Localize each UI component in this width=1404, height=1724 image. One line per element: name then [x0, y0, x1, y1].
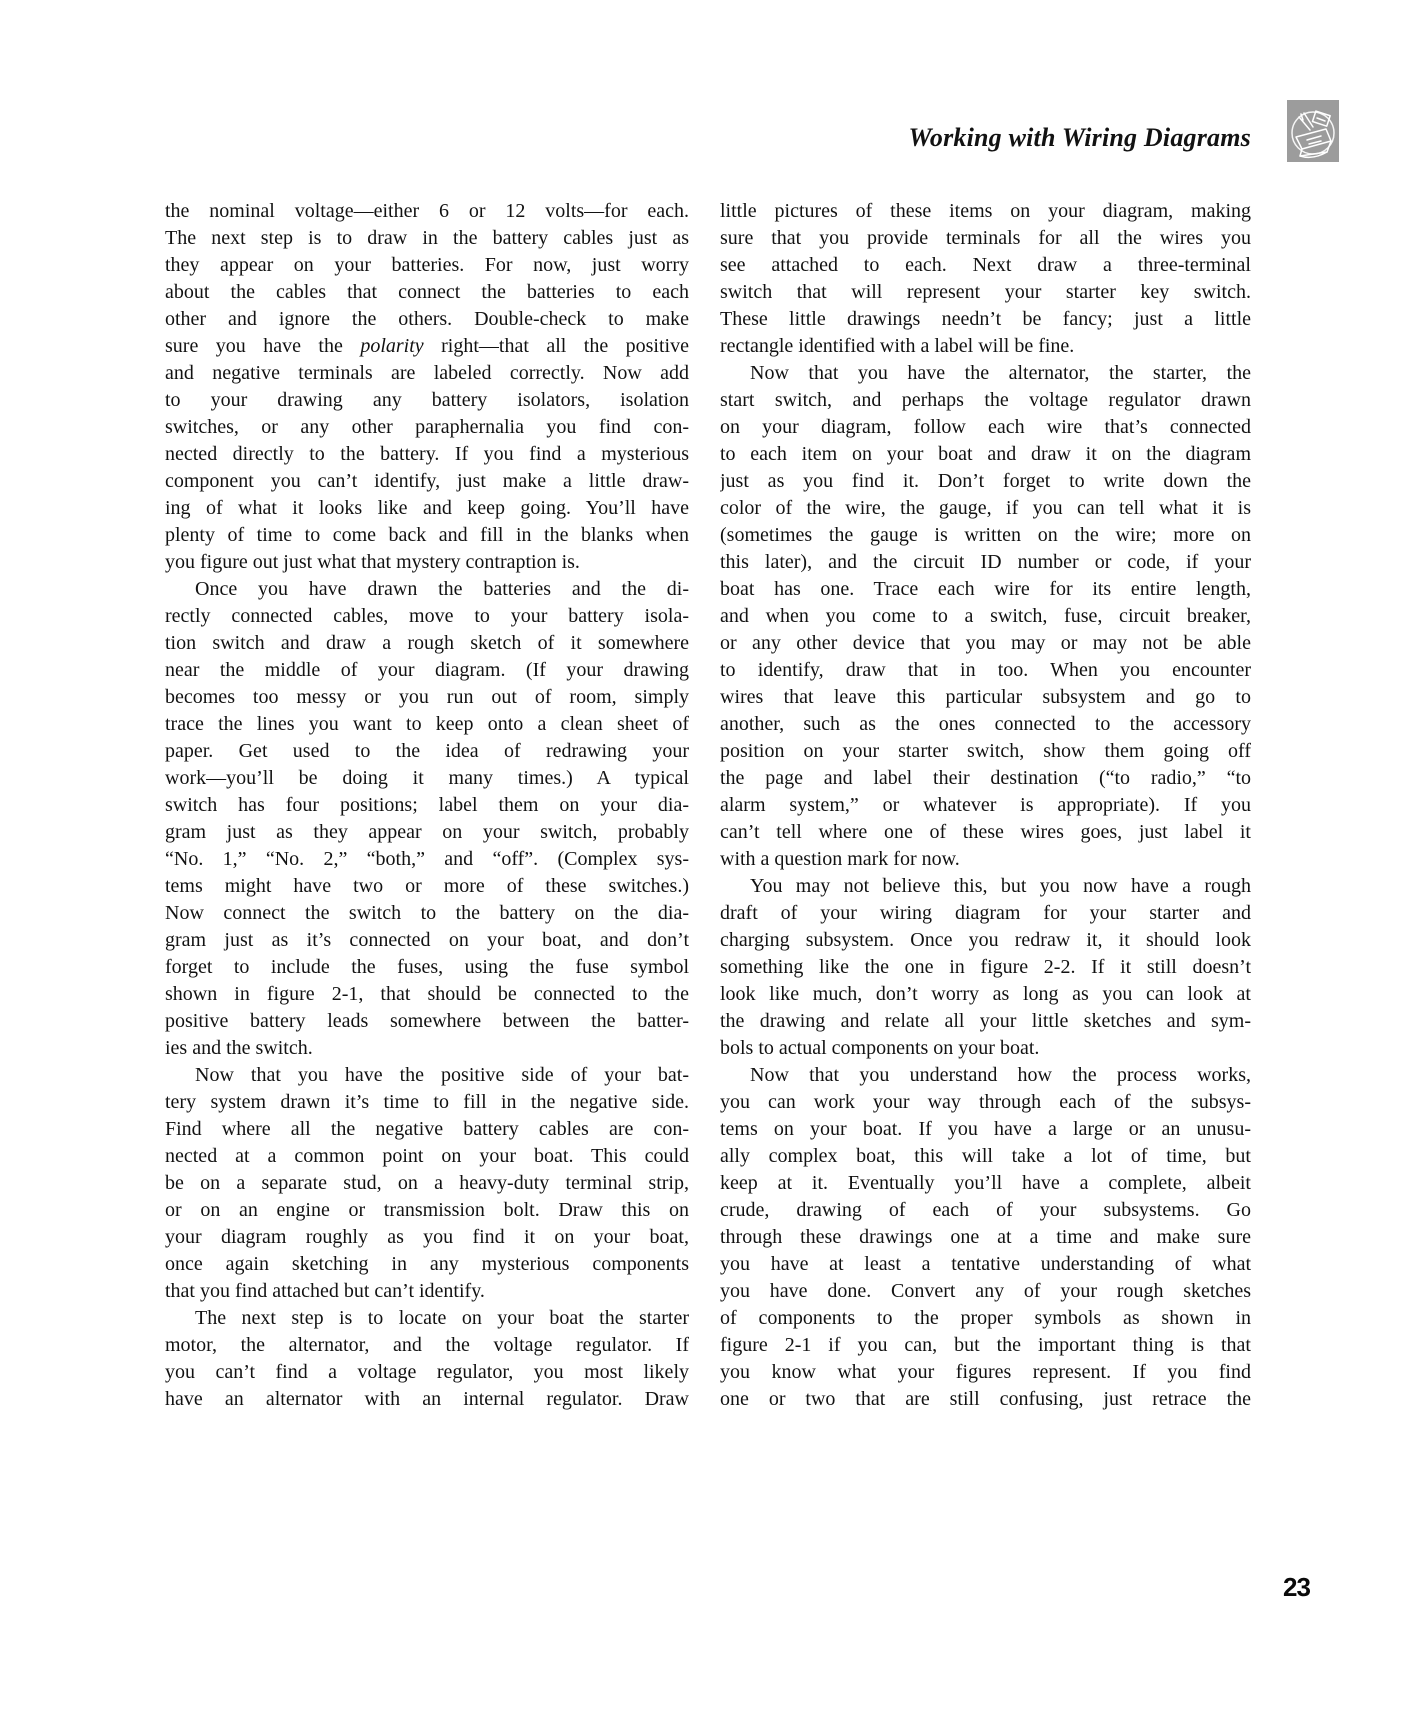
text-line: component you can’t identify, just make a little draw- — [165, 470, 689, 492]
text-line: once again sketching in any mysterious components — [165, 1253, 689, 1275]
text-line: rectly connected cables, move to your battery isola- — [165, 605, 689, 627]
text-line: sure you have the polarity right—that all the positive — [165, 335, 689, 357]
text-line: sure that you provide terminals for all the wires you — [720, 227, 1251, 249]
text-line: about the cables that connect the batteries to each — [165, 281, 689, 303]
text-line: or any other device that you may or may not be able — [720, 632, 1251, 654]
text-line: Now that you have the positive side of your bat- — [195, 1064, 689, 1086]
text-line: ally complex boat, this will take a lot of time, but — [720, 1145, 1251, 1167]
page-number: 23 — [1283, 1572, 1310, 1602]
text-line: ies and the switch. — [165, 1037, 313, 1059]
text-line: rectangle identified with a label will be fine. — [720, 335, 1075, 357]
text-line: Now that you understand how the process works, — [750, 1064, 1251, 1086]
text-line: switch has four positions; label them on your dia- — [165, 794, 689, 816]
text-line: nected directly to the battery. If you find a mysterious — [165, 443, 689, 465]
text-line: something like the one in figure 2-2. If it still doesn’t — [720, 956, 1251, 978]
text-line: paper. Get used to the idea of redrawing your — [165, 740, 689, 762]
text-line: boat has one. Trace each wire for its entire length, — [720, 578, 1251, 600]
paragraph — [165, 1062, 689, 1305]
text-line: have an alternator with an internal regulator. Draw — [165, 1388, 689, 1410]
paragraph — [165, 1305, 689, 1413]
text-line: shown in figure 2-1, that should be connected to the — [165, 983, 689, 1005]
text-line: color of the wire, the gauge, if you can tell what it is — [720, 497, 1251, 519]
text-line: look like much, don’t worry as long as you can look at — [720, 983, 1251, 1005]
text-line: positive battery leads somewhere between the batter- — [165, 1010, 689, 1032]
text-line: The next step is to draw in the battery cables just as — [165, 227, 689, 249]
text-line: The next step is to locate on your boat the starter — [195, 1307, 689, 1329]
text-line: to your drawing any battery isolators, isolation — [165, 389, 689, 411]
text-line: becomes too messy or you run out of room, simply — [165, 686, 689, 708]
running-header-title: Working with Wiring Diagrams — [908, 123, 1251, 152]
text-column-left — [165, 198, 689, 1413]
text-line: (sometimes the gauge is written on the wire; more on — [720, 524, 1251, 546]
paragraph — [720, 198, 1251, 360]
text-line: Now connect the switch to the battery on the dia- — [165, 902, 689, 924]
text-line: near the middle of your diagram. (If your drawing — [165, 659, 689, 681]
text-line: motor, the alternator, and the voltage regulator. If — [165, 1334, 689, 1356]
tools-sketch-icon — [1287, 100, 1339, 162]
paragraph — [720, 1062, 1251, 1413]
text-line: of components to the proper symbols as shown in — [720, 1307, 1251, 1329]
text-line: Once you have drawn the batteries and the di- — [195, 578, 689, 600]
text-line: other and ignore the others. Double-check to make — [165, 308, 689, 330]
text-line: one or two that are still confusing, just retrace the — [720, 1388, 1251, 1410]
text-line: Find where all the negative battery cables are con- — [165, 1118, 689, 1140]
text-line: or on an engine or transmission bolt. Draw this on — [165, 1199, 689, 1221]
text-line: you can’t find a voltage regulator, you most likely — [165, 1361, 689, 1383]
text-line: you have done. Convert any of your rough sketches — [720, 1280, 1251, 1302]
text-line: ing of what it looks like and keep going. You’ll have — [165, 497, 689, 519]
text-line: the page and label their destination (“to radio,” “to — [720, 767, 1251, 789]
text-line: figure 2-1 if you can, but the important thing is that — [720, 1334, 1251, 1356]
text-line: charging subsystem. Once you redraw it, it should look — [720, 929, 1251, 951]
text-line: you have at least a tentative understanding of what — [720, 1253, 1251, 1275]
text-line: switches, or any other paraphernalia you find con- — [165, 416, 689, 438]
text-line: your diagram roughly as you find it on your boat, — [165, 1226, 689, 1248]
text-line: “No. 1,” “No. 2,” “both,” and “off”. (Complex sys- — [165, 848, 689, 870]
text-line: see attached to each. Next draw a three-terminal — [720, 254, 1251, 276]
text-line: start switch, and perhaps the voltage regulator drawn — [720, 389, 1251, 411]
text-line: can’t tell where one of these wires goes, just label it — [720, 821, 1251, 843]
text-line: bols to actual components on your boat. — [720, 1037, 1040, 1059]
text-line: These little drawings needn’t be fancy; just a little — [720, 308, 1251, 330]
text-line: tems on your boat. If you have a large or an unusu- — [720, 1118, 1251, 1140]
text-line: that you find attached but can’t identify. — [165, 1280, 485, 1302]
paragraph — [720, 873, 1251, 1062]
text-line: tion switch and draw a rough sketch of it somewhere — [165, 632, 689, 654]
text-line: with a question mark for now. — [720, 848, 960, 870]
text-line: switch that will represent your starter key switch. — [720, 281, 1251, 303]
paragraph — [165, 198, 689, 576]
text-line: tery system drawn it’s time to fill in the negative side. — [165, 1091, 689, 1113]
text-line: wires that leave this particular subsystem and go to — [720, 686, 1251, 708]
text-line: alarm system,” or whatever is appropriate). If you — [720, 794, 1251, 816]
text-line: the nominal voltage—either 6 or 12 volts—for each. — [165, 200, 689, 222]
text-line: just as you find it. Don’t forget to write down the — [720, 470, 1251, 492]
paragraph — [165, 576, 689, 1062]
text-line: and negative terminals are labeled correctly. Now add — [165, 362, 689, 384]
text-line: you figure out just what that mystery contraption is. — [165, 551, 580, 573]
text-line: draft of your wiring diagram for your starter and — [720, 902, 1251, 924]
text-line: through these drawings one at a time and make sure — [720, 1226, 1251, 1248]
paragraph — [720, 360, 1251, 873]
text-line: gram just as it’s connected on your boat, and don’t — [165, 929, 689, 951]
text-line: gram just as they appear on your switch, probably — [165, 821, 689, 843]
text-line: tems might have two or more of these switches.) — [165, 875, 689, 897]
text-line: plenty of time to come back and fill in the blanks when — [165, 524, 689, 546]
text-line: and when you come to a switch, fuse, circuit breaker, — [720, 605, 1251, 627]
text-line: the drawing and relate all your little sketches and sym- — [720, 1010, 1251, 1032]
text-line: be on a separate stud, on a heavy-duty terminal strip, — [165, 1172, 689, 1194]
text-line: they appear on your batteries. For now, just worry — [165, 254, 689, 276]
text-line: to each item on your boat and draw it on the diagram — [720, 443, 1251, 465]
text-column-right — [720, 198, 1251, 1413]
text-line: You may not believe this, but you now have a rough — [750, 875, 1251, 897]
text-line: work—you’ll be doing it many times.) A typical — [165, 767, 689, 789]
text-line: you know what your figures represent. If you find — [720, 1361, 1251, 1383]
text-line: position on your starter switch, show them going off — [720, 740, 1251, 762]
text-line: Now that you have the alternator, the starter, the — [750, 362, 1251, 384]
text-line: on your diagram, follow each wire that’s connected — [720, 416, 1251, 438]
text-line: this later), and the circuit ID number or code, if your — [720, 551, 1251, 573]
text-line: little pictures of these items on your diagram, making — [720, 200, 1251, 222]
text-line: trace the lines you want to keep onto a clean sheet of — [165, 713, 689, 735]
text-line: you can work your way through each of the subsys- — [720, 1091, 1251, 1113]
text-line: to identify, draw that in too. When you encounter — [720, 659, 1251, 681]
text-line: another, such as the ones connected to the accessory — [720, 713, 1251, 735]
text-line: crude, drawing of each of your subsystems. Go — [720, 1199, 1251, 1221]
text-line: keep at it. Eventually you’ll have a complete, albeit — [720, 1172, 1251, 1194]
text-line: forget to include the fuses, using the fuse symbol — [165, 956, 689, 978]
text-line: nected at a common point on your boat. This could — [165, 1145, 689, 1167]
